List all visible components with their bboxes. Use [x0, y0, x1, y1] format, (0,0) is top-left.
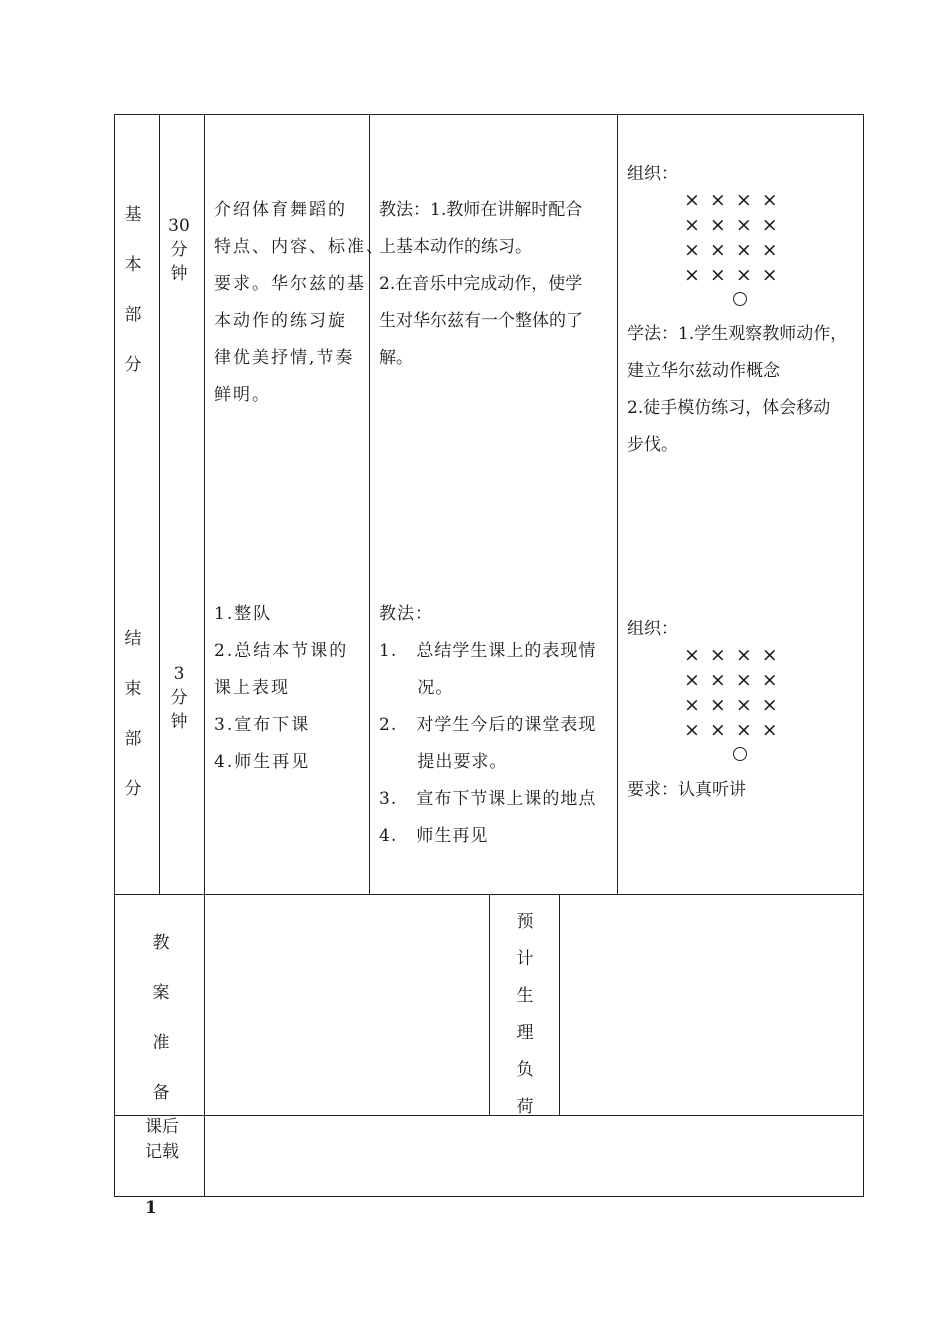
lesson-prep-label: 教 案 准 备 [152, 933, 170, 1103]
end-time: 3 分 钟 [170, 664, 188, 732]
teacher-position-icon [733, 747, 747, 761]
col-divider [617, 114, 618, 894]
col-divider [559, 894, 560, 1115]
end-org-label: 组织： [627, 619, 678, 639]
row-divider [114, 1115, 864, 1116]
basic-study-method: 学法：1.学生观察教师动作， 建立华尔兹动作概念 2.徒手模仿练习，体会移动 步伐。 [627, 324, 848, 455]
basic-teaching-method: 教法：1.教师在讲解时配合 上基本动作的练习。 2.在音乐中完成动作，使学 生对华尔兹有一个整体的了 解。 [379, 200, 583, 368]
basic-formation: ×××× ×××× ×××× ×××× [684, 189, 788, 286]
physiological-load-label: 预 计 生 理 负 荷 [516, 912, 534, 1117]
end-section-label: 结 束 部 分 [124, 629, 142, 799]
basic-section-label: 基 本 部 分 [124, 205, 142, 375]
page-number: 1 [145, 1198, 157, 1218]
after-class-notes-label: 课后 记载 [145, 1117, 179, 1162]
col-divider [159, 114, 160, 894]
end-formation: ×××× ×××× ×××× ×××× [684, 644, 788, 741]
basic-org-label: 组织： [627, 164, 678, 184]
end-requirement: 要求：认真听讲 [627, 780, 746, 800]
end-content: 1.整队 2.总结本节课的 课上表现 3.宣布下课 4.师生再见 [214, 604, 349, 772]
teacher-position-icon [733, 292, 747, 306]
col-divider [489, 894, 490, 1115]
end-teaching-method: 教法： 1. 总结学生课上的表现情 况。 2. 对学生今后的课堂表现 提出要求。 3. 宣布下节课上课的地点 4. 师生再见 [379, 604, 597, 846]
col-divider [204, 114, 205, 1197]
basic-time: 30 分 钟 [168, 216, 190, 284]
row-divider [114, 894, 864, 895]
basic-content: 介绍体育舞蹈的 特点、内容、标准、 要求。华尔兹的基 本动作的练习旋 律优美抒情,节奏 鲜明。 [214, 200, 385, 405]
